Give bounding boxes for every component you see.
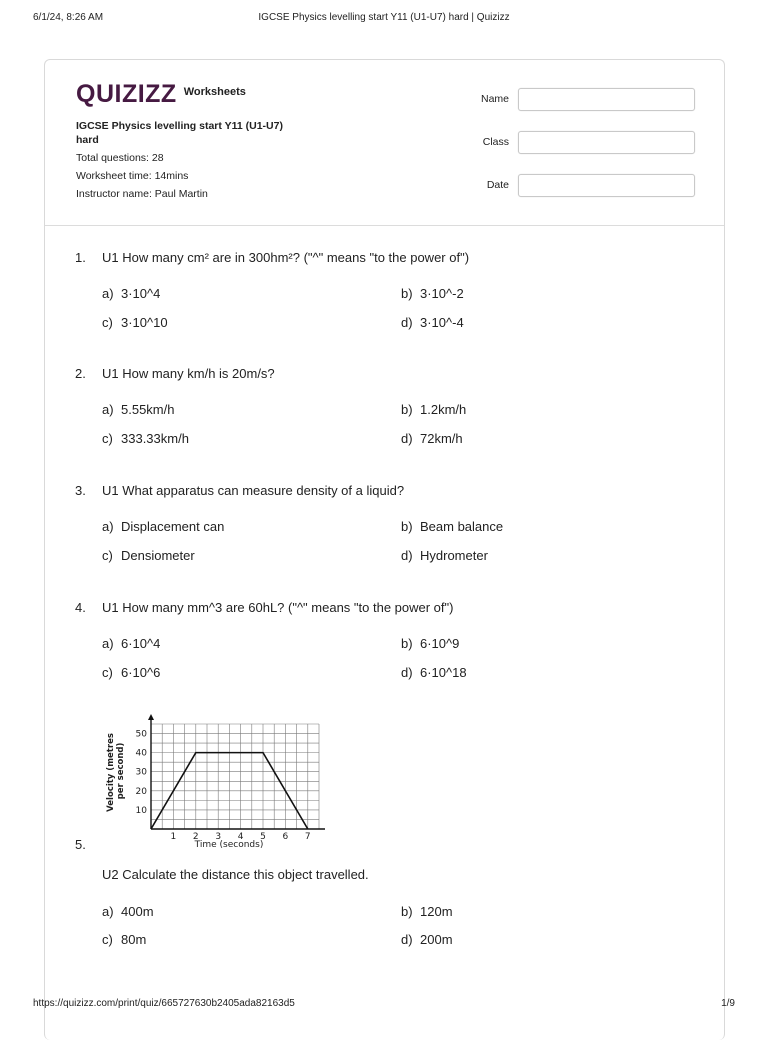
print-header [33, 12, 735, 28]
question-2-option-a[interactable]: a) 5.55km/h [102, 402, 175, 417]
question-2-option-c[interactable]: c) 333.33km/h [102, 431, 189, 446]
question-5-option-b[interactable]: b) 120m [401, 904, 453, 919]
x-tick-label: 6 [282, 832, 289, 842]
quizizz-logo [76, 80, 246, 108]
question-4-option-a[interactable]: a) 6·10^4 [102, 636, 161, 651]
question-4-number: 4. [75, 600, 86, 615]
question-1-option-d[interactable]: d) 3·10^-4 [401, 315, 464, 330]
date-label: Date [486, 179, 509, 191]
x-tick-label: 2 [192, 832, 199, 842]
x-tick-label: 7 [304, 832, 311, 842]
print-title: IGCSE Physics levelling start Y11 (U1-U7) hard | Quizizz [258, 12, 510, 23]
question-5-number: 5. [75, 837, 86, 852]
print-footer [33, 998, 735, 1014]
x-axis-label: Time (seconds) [194, 840, 264, 850]
y-tick-label: 20 [135, 786, 147, 797]
question-2-number: 2. [75, 366, 86, 381]
y-tick-label: 10 [135, 805, 147, 816]
question-1-text: U1 How many cm² are in 300hm²? ("^" means "to the power of") [102, 250, 470, 265]
question-4-option-d[interactable]: d) 6·10^18 [401, 665, 467, 680]
question-2-option-d[interactable]: d) 72km/h [401, 431, 463, 446]
x-tick-label: 3 [215, 832, 222, 842]
question-5-option-a[interactable]: a) 400m [102, 904, 154, 919]
velocity-time-graph [102, 713, 352, 850]
instructor-name: Instructor name: Paul Martin [76, 188, 208, 200]
question-3-option-b[interactable]: b) Beam balance [401, 519, 504, 534]
total-questions: Total questions: 28 [76, 152, 164, 164]
question-4-option-c[interactable]: c) 6·10^6 [102, 665, 161, 680]
question-3-option-c[interactable]: c) Densiometer [102, 548, 195, 563]
y-tick-label: 50 [135, 729, 147, 740]
y-axis-label: Velocity (metres per second) [106, 733, 126, 812]
worksheet-title: IGCSE Physics levelling start Y11 (U1-U7) hard [76, 120, 283, 146]
class-field[interactable] [518, 131, 695, 154]
question-5-option-d[interactable]: d) 200m [401, 932, 453, 947]
worksheet-time: Worksheet time: 14mins [76, 170, 189, 182]
question-1-option-b[interactable]: b) 3·10^-2 [401, 286, 464, 301]
question-3-option-d[interactable]: d) Hydrometer [401, 548, 488, 563]
print-url: https://quizizz.com/print/quiz/665727630b2405ada82163d5 [33, 998, 295, 1009]
date-field[interactable] [518, 174, 695, 197]
question-3-option-a[interactable]: a) Displacement can [102, 519, 225, 534]
question-1-number: 1. [75, 250, 86, 265]
logo-wordmark: QUIZIZZ [76, 79, 177, 108]
question-4-text: U1 How many mm^3 are 60hL? ("^" means "to the power of") [102, 600, 454, 615]
question-1-option-a[interactable]: a) 3·10^4 [102, 286, 161, 301]
question-1-option-c[interactable]: c) 3·10^10 [102, 315, 168, 330]
question-5-option-c[interactable]: c) 80m [102, 932, 147, 947]
print-date: 6/1/24, 8:26 AM [33, 12, 104, 23]
class-label: Class [482, 136, 509, 148]
question-4-option-b[interactable]: b) 6·10^9 [401, 636, 460, 651]
x-tick-label: 4 [237, 832, 244, 842]
question-3-text: U1 What apparatus can measure density of a liquid? [102, 483, 405, 498]
question-2-text: U1 How many km/h is 20m/s? [102, 366, 275, 381]
x-tick-label: 1 [170, 832, 177, 842]
question-2-option-b[interactable]: b) 1.2km/h [401, 402, 467, 417]
name-field[interactable] [518, 88, 695, 111]
y-tick-label: 40 [135, 748, 147, 759]
worksheet-header [45, 60, 724, 226]
question-3-number: 3. [75, 483, 86, 498]
question-5-text: U2 Calculate the distance this object travelled. [102, 867, 369, 882]
logo-product: Worksheets [183, 86, 246, 98]
page-number: 1/9 [721, 998, 735, 1009]
y-tick-label: 30 [135, 767, 147, 778]
x-tick-label: 5 [260, 832, 266, 842]
name-label: Name [480, 93, 509, 105]
